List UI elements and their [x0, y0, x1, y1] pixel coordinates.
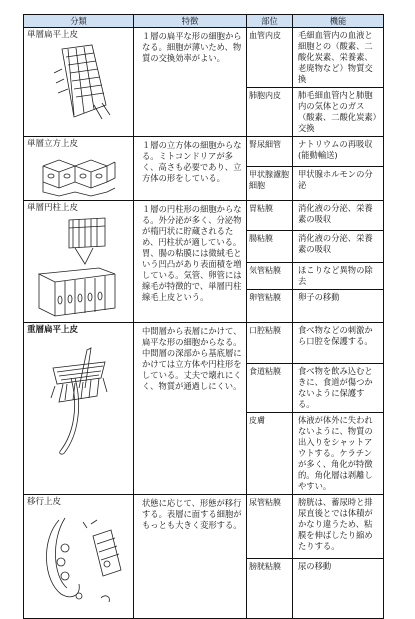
category-cell — [24, 201, 134, 323]
feature-cell: １層の円柱形の細胞からなる。外分泌が多く、分泌物が楕円状に貯蔵されるため、円柱状が適している。胃、腸の粘膜には微絨毛という凹凸があり表面積を増している。気管、卵管には線毛が特徴的で、単層円柱線毛上皮という。 — [134, 201, 247, 323]
function-cell: 膀胱は、蓄尿時と排尿直後とでは体積がかなり違うため、粘膜を伸ばしたり縮めたりする。 — [293, 495, 384, 559]
category-name: 単層円柱上皮 — [27, 203, 79, 213]
function-cell: 食べ物などの刺激から口腔を保護する。 — [293, 323, 384, 364]
feature-cell: １層の立方体の細胞からなる。ミトコンドリアが多く、高さも必要であり、立方体の形をしている。 — [134, 137, 247, 201]
site-cell: 尿管粘膜 — [247, 495, 293, 559]
columnar-cells-icon — [29, 216, 129, 318]
function-cell: 消化液の分泌、栄養素の吸収 — [293, 231, 384, 263]
table-row — [24, 137, 384, 167]
header-site: 部位 — [247, 15, 293, 28]
table-row — [24, 495, 384, 559]
site-cell: 腸粘膜 — [247, 231, 293, 263]
feature-cell: １層の扁平な形の細胞からなる。細胞が薄いため、物質の交換効率がよい。 — [134, 28, 247, 137]
site-cell: 卵管粘膜 — [247, 290, 293, 323]
transitional-cells-icon — [31, 510, 127, 610]
feature-cell: 中間層から表層にかけて、扁平な形の細胞からなる。中間層の深部から基底層にかけては立方体や円柱形をしている。丈夫で壊れにくく、物質が通過しにくい。 — [134, 323, 247, 495]
function-cell: 食べ物を飲み込むときに、食道が傷つかないように保護する。 — [293, 364, 384, 413]
function-cell: ほこりなど異物の除去 — [293, 263, 384, 290]
category-cell — [24, 323, 134, 495]
cuboidal-cells-icon — [39, 152, 119, 198]
table-row — [24, 28, 384, 88]
function-cell: 甲状腺ホルモンの分泌 — [293, 167, 384, 201]
function-cell: 体液が体外に失われないように、物質の出入りをシャットアウトする。ケラチンが多く、角化が特徴的。角化層は剥離しやすい。 — [293, 413, 384, 495]
function-cell: ナトリウムの再吸収(能動輸送) — [293, 137, 384, 167]
site-cell: 口腔粘膜 — [247, 323, 293, 364]
category-name: 単層立方上皮 — [27, 139, 79, 149]
squamous-cells-icon — [44, 43, 114, 121]
header-feature: 特徴 — [134, 15, 247, 28]
site-cell: 甲状腺濾胞細胞 — [247, 167, 293, 201]
table-row — [24, 201, 384, 231]
site-cell: 気管粘膜 — [247, 263, 293, 290]
category-cell — [24, 28, 134, 137]
feature-cell: 状態に応じて、形態が移行する。表層に面する細胞がもっとも大きく変形する。 — [134, 495, 247, 619]
category-name: 重層扁平上皮 — [27, 325, 79, 335]
category-cell — [24, 137, 134, 201]
table-row — [24, 323, 384, 364]
function-cell: 消化液の分泌、栄養素の吸収 — [293, 201, 384, 231]
function-cell: 毛細血管内の血液と細胞との（酸素、二酸化炭素、栄養素、老廃物など）物質交換 — [293, 28, 384, 88]
function-cell: 肺毛細血管内と肺胞内の気体とのガス（酸素、二酸化炭素）交換 — [293, 88, 384, 137]
function-cell: 尿の移動 — [293, 559, 384, 619]
table-header-row — [24, 15, 384, 28]
category-name: 移行上皮 — [27, 497, 62, 507]
function-cell: 卵子の移動 — [293, 290, 384, 323]
site-cell: 腎尿細管 — [247, 137, 293, 167]
site-cell: 胃粘膜 — [247, 201, 293, 231]
category-name: 単層扁平上皮 — [27, 30, 79, 40]
header-function: 機能 — [293, 15, 384, 28]
stratified-squamous-icon — [49, 338, 109, 458]
site-cell: 皮膚 — [247, 413, 293, 495]
category-cell — [24, 495, 134, 619]
site-cell: 血管内皮 — [247, 28, 293, 88]
site-cell: 肺胞内皮 — [247, 88, 293, 137]
header-category: 分類 — [24, 15, 134, 28]
epithelium-table — [23, 14, 384, 619]
site-cell: 膀胱粘膜 — [247, 559, 293, 619]
site-cell: 食道粘膜 — [247, 364, 293, 413]
